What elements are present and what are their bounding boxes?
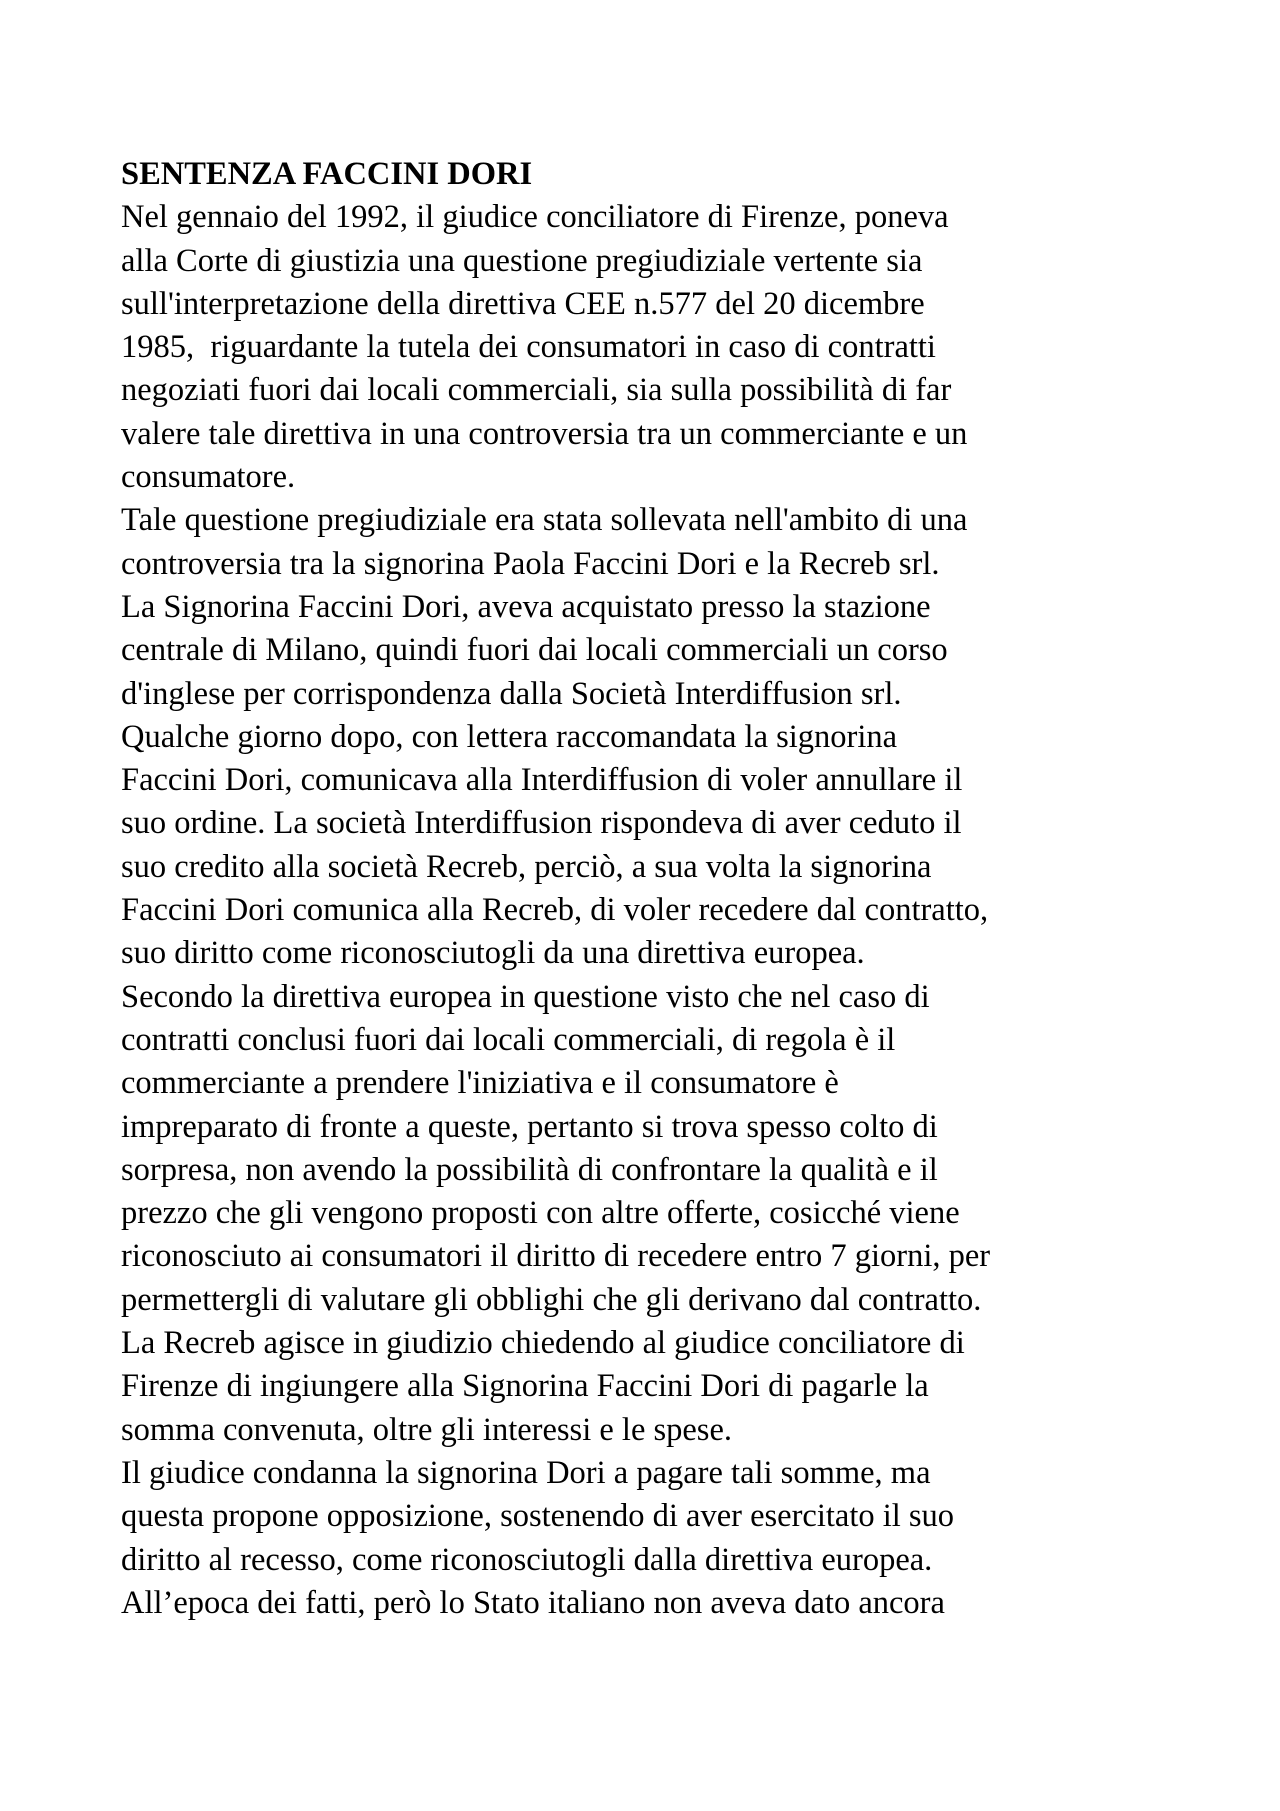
- text-line: valere tale direttiva in una controversia tra un commerciante e un: [121, 415, 968, 452]
- document-body: [121, 153, 1181, 1625]
- text-line: commerciante a prendere l'iniziativa e il consumatore è: [121, 1065, 839, 1102]
- document-title: SENTENZA FACCINI DORI: [121, 156, 533, 192]
- text-line: La Recreb agisce in giudizio chiedendo al giudice conciliatore di: [121, 1325, 965, 1362]
- text-line: suo ordine. La società Interdiffusion rispondeva di aver ceduto il: [121, 805, 962, 842]
- text-line: d'inglese per corrispondenza dalla Società Interdiffusion srl.: [121, 675, 902, 712]
- text-line: Nel gennaio del 1992, il giudice conciliatore di Firenze, poneva: [121, 199, 949, 236]
- text-line: negoziati fuori dai locali commerciali, sia sulla possibilità di far: [121, 372, 952, 409]
- text-line: Il giudice condanna la signorina Dori a pagare tali somme, ma: [121, 1454, 931, 1491]
- text-line: prezzo che gli vengono proposti con altre offerte, cosicché viene: [121, 1195, 960, 1232]
- text-line: sull'interpretazione della direttiva CEE n.577 del 20 dicembre: [121, 285, 925, 322]
- text-line: Faccini Dori comunica alla Recreb, di voler recedere dal contratto,: [121, 892, 989, 929]
- text-line: Qualche giorno dopo, con lettera raccomandata la signorina: [121, 718, 898, 755]
- text-line: riconosciuto ai consumatori il diritto di recedere entro 7 giorni, per: [121, 1238, 991, 1275]
- text-line: questa propone opposizione, sostenendo di aver esercitato il suo: [121, 1498, 955, 1535]
- text-line: controversia tra la signorina Paola Faccini Dori e la Recreb srl.: [121, 545, 940, 582]
- text-line: Tale questione pregiudiziale era stata sollevata nell'ambito di una: [121, 502, 968, 539]
- text-line: All’epoca dei fatti, però lo Stato italiano non aveva dato ancora: [121, 1584, 945, 1621]
- text-line: alla Corte di giustizia una questione pregiudiziale vertente sia: [121, 242, 923, 279]
- text-line: consumatore.: [121, 459, 296, 496]
- text-line: sorpresa, non avendo la possibilità di confrontare la qualità e il: [121, 1151, 938, 1188]
- text-line: impreparato di fronte a queste, pertanto si trova spesso colto di: [121, 1108, 938, 1145]
- text-line: centrale di Milano, quindi fuori dai locali commerciali un corso: [121, 632, 948, 669]
- text-line: La Signorina Faccini Dori, aveva acquistato presso la stazione: [121, 588, 931, 625]
- text-line: somma convenuta, oltre gli interessi e le spese.: [121, 1411, 733, 1448]
- text-line: diritto al recesso, come riconosciutogli dalla direttiva europea.: [121, 1541, 933, 1578]
- text-line: permettergli di valutare gli obblighi che gli derivano dal contratto.: [121, 1281, 982, 1318]
- text-line: 1985, riguardante la tutela dei consumatori in caso di contratti: [121, 329, 936, 366]
- text-line: Firenze di ingiungere alla Signorina Faccini Dori di pagarle la: [121, 1368, 929, 1405]
- text-line: Secondo la direttiva europea in questione visto che nel caso di: [121, 978, 930, 1015]
- text-line: suo diritto come riconosciutogli da una direttiva europea.: [121, 935, 865, 972]
- text-line: Faccini Dori, comunicava alla Interdiffusion di voler annullare il: [121, 762, 963, 799]
- text-line: contratti conclusi fuori dai locali commerciali, di regola è il: [121, 1021, 896, 1058]
- text-line: suo credito alla società Recreb, perciò, a sua volta la signorina: [121, 848, 932, 885]
